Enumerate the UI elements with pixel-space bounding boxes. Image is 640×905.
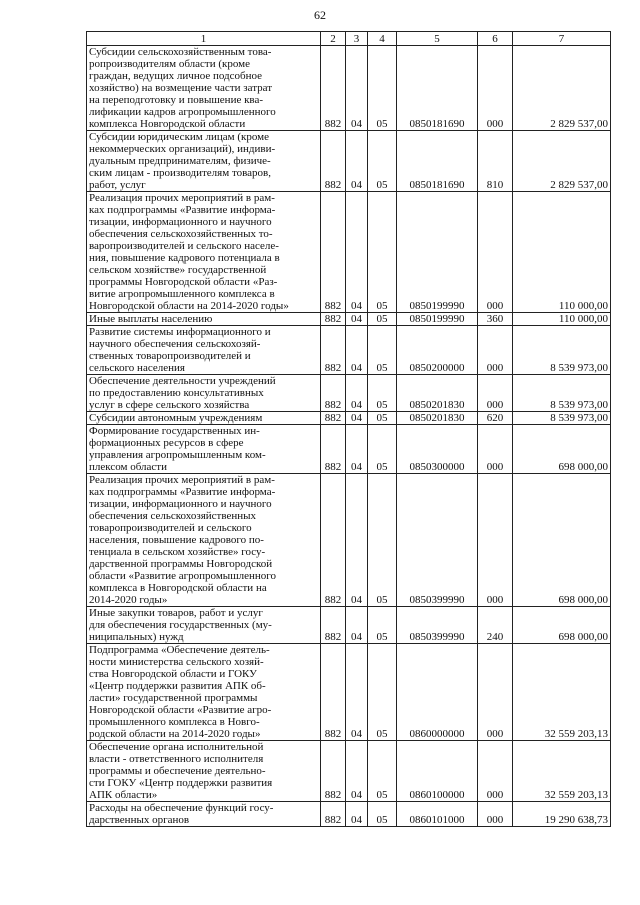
description-line: АПК области»: [89, 789, 158, 801]
ministry-code: 882: [321, 802, 346, 827]
description-line: дарственных органов: [89, 814, 190, 826]
description-line: Новгородской области «Развитие агро-: [89, 704, 272, 716]
description-line: товаропроизводителей и сельского: [89, 522, 252, 534]
amount-cell: 8 539 973,00: [513, 375, 611, 412]
amount-cell: 32 559 203,13: [513, 741, 611, 802]
section-code: 04: [346, 313, 368, 326]
amount-cell: 2 829 537,00: [513, 46, 611, 131]
description-line: сти ГОКУ «Центр поддержки развития: [89, 777, 273, 789]
header-row: [87, 32, 611, 46]
subsection-code: 05: [368, 607, 397, 644]
target-article-code: 0860000000: [397, 644, 478, 741]
description-line: комплекса в Новгородской области на: [89, 582, 267, 594]
description-line: программы и обеспечение деятельно-: [89, 765, 266, 777]
subsection-code: 05: [368, 375, 397, 412]
table-row: [87, 741, 611, 802]
description-line: «Центр поддержки развития АПК об-: [89, 680, 266, 692]
description-line: тенциала в сельском хозяйстве» госу-: [89, 546, 266, 558]
description-line: дарственной программы Новгородской: [89, 558, 273, 570]
subsection-code: 05: [368, 326, 397, 375]
description-line: Развитие системы информационного и: [89, 326, 271, 338]
target-article-code: 0850201830: [397, 375, 478, 412]
description-line: витие агропромышленного комплекса в: [89, 288, 275, 300]
page-number: 62: [314, 8, 326, 22]
description-line: формационных ресурсов в сфере: [89, 437, 244, 449]
expense-type-code: 000: [478, 474, 513, 607]
description-line: научного обеспечения сельскохозяй-: [89, 338, 261, 350]
amount-cell: 32 559 203,13: [513, 644, 611, 741]
expense-type-code: 360: [478, 313, 513, 326]
target-article-code: 0850201830: [397, 412, 478, 425]
description-line: услуг в сфере сельского хозяйства: [89, 399, 250, 411]
description-line: на переподготовку и повышение ква-: [89, 94, 264, 106]
description-line: Реализация прочих мероприятий в рам-: [89, 474, 275, 486]
description-line: варопроизводителей и сельского населе-: [89, 240, 279, 252]
subsection-code: 05: [368, 131, 397, 192]
description-line: Новгородской области на 2014-2020 годы»: [89, 300, 289, 312]
description-line: ния, повышение кадрового потенциала в: [89, 252, 280, 264]
row-description: [87, 802, 321, 827]
section-code: 04: [346, 644, 368, 741]
subsection-code: 05: [368, 474, 397, 607]
table-row: [87, 375, 611, 412]
amount-cell: 19 290 638,73: [513, 802, 611, 827]
amount-cell: 8 539 973,00: [513, 412, 611, 425]
subsection-code: 05: [368, 741, 397, 802]
description-line: комплекса Новгородской области: [89, 118, 246, 130]
description-line: ках подпрограммы «Развитие информа-: [89, 204, 276, 216]
description-line: сельского населения: [89, 362, 185, 374]
ministry-code: 882: [321, 474, 346, 607]
description-line: населения, повышение кадрового по-: [89, 534, 264, 546]
row-description: [87, 474, 321, 607]
expense-type-code: 000: [478, 802, 513, 827]
section-code: 04: [346, 412, 368, 425]
expense-type-code: 000: [478, 326, 513, 375]
description-line: по предоставлению консультативных: [89, 387, 264, 399]
header-col-5: 5: [397, 32, 478, 46]
ministry-code: 882: [321, 412, 346, 425]
header-col-1: 1: [87, 32, 321, 46]
header-col-3: 3: [346, 32, 368, 46]
ministry-code: 882: [321, 326, 346, 375]
amount-cell: 698 000,00: [513, 607, 611, 644]
target-article-code: 0850181690: [397, 131, 478, 192]
section-code: 04: [346, 607, 368, 644]
table-row: [87, 425, 611, 474]
section-code: 04: [346, 425, 368, 474]
amount-cell: 698 000,00: [513, 474, 611, 607]
description-line: ским лицам - производителям товаров,: [89, 167, 271, 179]
table-row: [87, 326, 611, 375]
description-line: Иные выплаты населению: [89, 313, 213, 325]
target-article-code: 0850199990: [397, 192, 478, 313]
section-code: 04: [346, 131, 368, 192]
section-code: 04: [346, 192, 368, 313]
header-col-2: 2: [321, 32, 346, 46]
expense-type-code: 810: [478, 131, 513, 192]
description-line: Обеспечение органа исполнительной: [89, 741, 264, 753]
description-line: Субсидии юридическим лицам (кроме: [89, 131, 270, 143]
description-line: ласти» государственной программы: [89, 692, 258, 704]
table-body: [87, 46, 611, 827]
header-col-7: 7: [513, 32, 611, 46]
description-line: ниципальных) нужд: [89, 631, 184, 643]
target-article-code: 0850399990: [397, 474, 478, 607]
description-line: работ, услуг: [89, 179, 146, 191]
description-line: Формирование государственных ин-: [89, 425, 260, 437]
header-col-4: 4: [368, 32, 397, 46]
description-line: тизации, информационного и научного: [89, 498, 272, 510]
target-article-code: 0850181690: [397, 46, 478, 131]
subsection-code: 05: [368, 313, 397, 326]
target-article-code: 0860101000: [397, 802, 478, 827]
description-line: сельском хозяйстве» государственной: [89, 264, 267, 276]
description-line: программы Новгородской области «Раз-: [89, 276, 278, 288]
row-description: [87, 46, 321, 131]
description-line: плексом области: [89, 461, 167, 473]
ministry-code: 882: [321, 741, 346, 802]
subsection-code: 05: [368, 46, 397, 131]
ministry-code: 882: [321, 131, 346, 192]
subsection-code: 05: [368, 192, 397, 313]
target-article-code: 0850300000: [397, 425, 478, 474]
description-line: Расходы на обеспечение функций госу-: [89, 802, 274, 814]
expense-type-code: 000: [478, 644, 513, 741]
description-line: ности министерства сельского хозяй-: [89, 656, 264, 668]
expense-type-code: 000: [478, 192, 513, 313]
description-line: Подпрограмма «Обеспечение деятель-: [89, 644, 270, 656]
ministry-code: 882: [321, 644, 346, 741]
table-row: [87, 474, 611, 607]
target-article-code: 0850199990: [397, 313, 478, 326]
row-description: [87, 375, 321, 412]
expense-type-code: 000: [478, 375, 513, 412]
section-code: 04: [346, 375, 368, 412]
ministry-code: 882: [321, 607, 346, 644]
section-code: 04: [346, 46, 368, 131]
description-line: 2014-2020 годы»: [89, 594, 168, 606]
subsection-code: 05: [368, 802, 397, 827]
expense-type-code: 240: [478, 607, 513, 644]
target-article-code: 0850399990: [397, 607, 478, 644]
ministry-code: 882: [321, 46, 346, 131]
ministry-code: 882: [321, 192, 346, 313]
row-description: [87, 607, 321, 644]
description-line: тизации, информационного и научного: [89, 216, 272, 228]
ministry-code: 882: [321, 313, 346, 326]
section-code: 04: [346, 741, 368, 802]
amount-cell: 2 829 537,00: [513, 131, 611, 192]
budget-table: [86, 31, 611, 827]
target-article-code: 0850200000: [397, 326, 478, 375]
table-row: [87, 607, 611, 644]
row-description: [87, 412, 321, 425]
subsection-code: 05: [368, 412, 397, 425]
description-line: ственных товаропроизводителей и: [89, 350, 251, 362]
description-line: Обеспечение деятельности учреждений: [89, 375, 276, 387]
amount-cell: 698 000,00: [513, 425, 611, 474]
description-line: обеспечения сельскохозяйственных то-: [89, 228, 273, 240]
description-line: области «Развитие агропромышленного: [89, 570, 277, 582]
section-code: 04: [346, 474, 368, 607]
amount-cell: 110 000,00: [513, 313, 611, 326]
description-line: для обеспечения государственных (му-: [89, 619, 272, 631]
description-line: Субсидии автономным учреждениям: [89, 412, 263, 424]
row-description: [87, 313, 321, 326]
description-line: власти - ответственного исполнителя: [89, 753, 264, 765]
description-line: ропроизводителям области (кроме: [89, 58, 251, 70]
description-line: граждан, ведущих личное подсобное: [89, 70, 263, 82]
expense-type-code: 000: [478, 425, 513, 474]
row-description: [87, 131, 321, 192]
expense-type-code: 620: [478, 412, 513, 425]
table-row: [87, 412, 611, 425]
table-row: [87, 802, 611, 827]
description-line: Реализация прочих мероприятий в рам-: [89, 192, 275, 204]
description-line: лификации кадров агропромышленного: [89, 106, 276, 118]
subsection-code: 05: [368, 644, 397, 741]
table-row: [87, 192, 611, 313]
description-line: дуальным предпринимателям, физиче-: [89, 155, 271, 167]
description-line: родской области на 2014-2020 годы»: [89, 728, 261, 740]
subsection-code: 05: [368, 425, 397, 474]
description-line: некоммерческих организаций), индиви-: [89, 143, 276, 155]
amount-cell: 110 000,00: [513, 192, 611, 313]
table-row: [87, 131, 611, 192]
amount-cell: 8 539 973,00: [513, 326, 611, 375]
description-line: хозяйство) на возмещение части затрат: [89, 82, 273, 94]
row-description: [87, 192, 321, 313]
row-description: [87, 326, 321, 375]
section-code: 04: [346, 802, 368, 827]
row-description: [87, 425, 321, 474]
target-article-code: 0860100000: [397, 741, 478, 802]
description-line: промышленного комплекса в Новго-: [89, 716, 260, 728]
description-line: обеспечения сельскохозяйственных: [89, 510, 257, 522]
expense-type-code: 000: [478, 46, 513, 131]
description-line: управления агропромышленным ком-: [89, 449, 266, 461]
table-row: [87, 313, 611, 326]
header-col-6: 6: [478, 32, 513, 46]
row-description: [87, 644, 321, 741]
table-row: [87, 46, 611, 131]
expense-type-code: 000: [478, 741, 513, 802]
description-line: Субсидии сельскохозяйственным това-: [89, 46, 272, 58]
description-line: ства Новгородской области и ГОКУ: [89, 668, 257, 680]
ministry-code: 882: [321, 375, 346, 412]
table-row: [87, 644, 611, 741]
description-line: ках подпрограммы «Развитие информа-: [89, 486, 276, 498]
row-description: [87, 741, 321, 802]
description-line: Иные закупки товаров, работ и услуг: [89, 607, 263, 619]
ministry-code: 882: [321, 425, 346, 474]
section-code: 04: [346, 326, 368, 375]
